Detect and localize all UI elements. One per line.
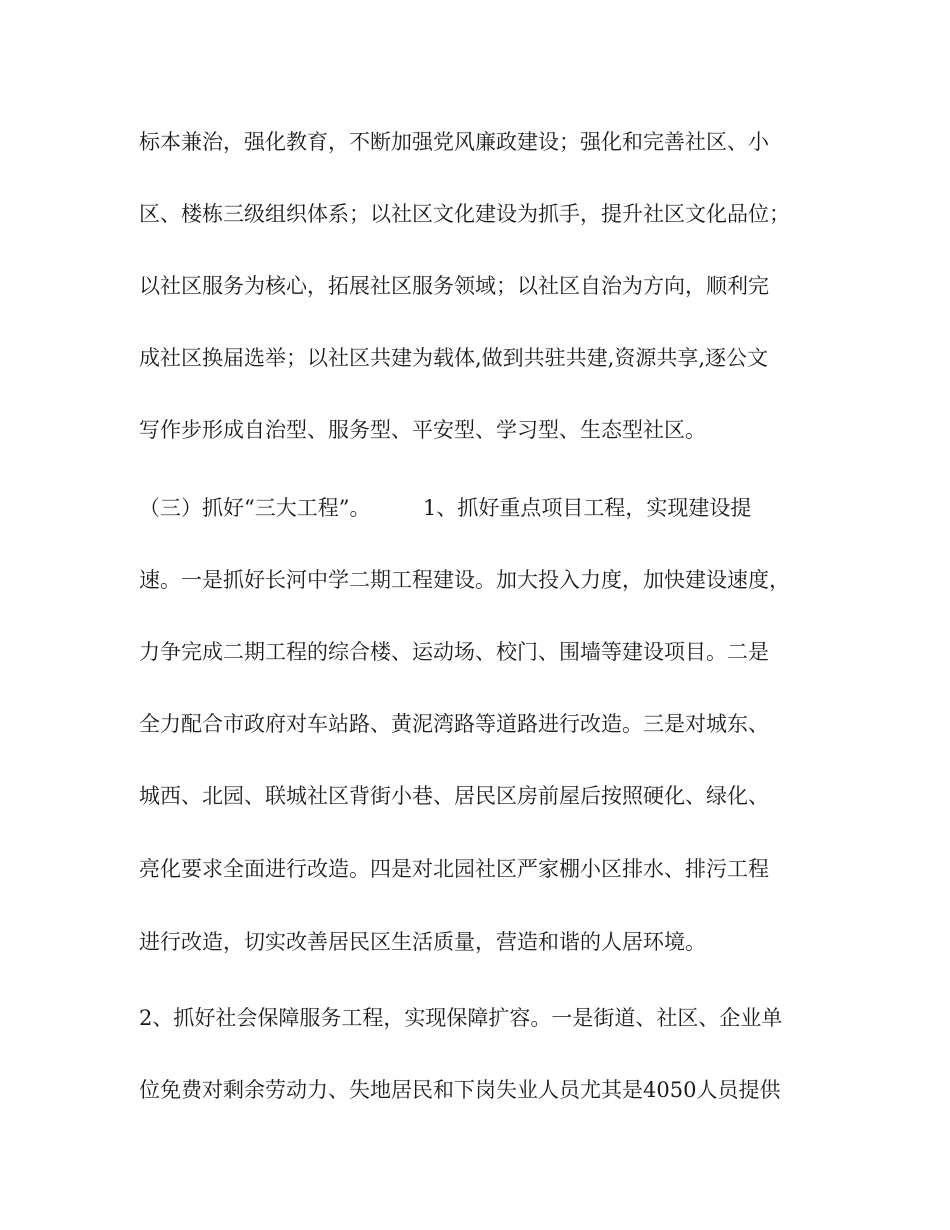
text-line-4: 成社区换届选举；以社区共建为载体,做到共驻共建,资源共享,逐公文 xyxy=(139,346,769,370)
text-line-13: 2、抓好社会保障服务工程，实现保障扩容。一是街道、社区、企业单 xyxy=(139,1006,783,1030)
text-line-7: 速。一是抓好长河中学二期工程建设。加大投入力度，加快建设速度， xyxy=(139,568,790,592)
text-line-12: 进行改造，切实改善居民区生活质量，营造和谐的人居环境。 xyxy=(139,930,706,954)
text-line-6: （三）抓好“三大工程”。 1、抓好重点项目工程，实现建设提 xyxy=(139,496,752,520)
text-line-2: 区、楼栋三级组织体系；以社区文化建设为抓手，提升社区文化品位； xyxy=(139,202,790,226)
text-line-5: 写作步形成自治型、服务型、平安型、学习型、生态型社区。 xyxy=(139,418,706,442)
text-line-3: 以社区服务为核心，拓展社区服务领域；以社区自治为方向，顺利完 xyxy=(139,274,769,298)
text-line-11: 亮化要求全面进行改造。四是对北园社区严家棚小区排水、排污工程 xyxy=(139,857,769,881)
text-line-8: 力争完成二期工程的综合楼、运动场、校门、围墙等建设项目。二是 xyxy=(139,640,769,664)
text-line-14: 位免费对剩余劳动力、失地居民和下岗失业人员尤其是4050人员提供 xyxy=(139,1078,781,1102)
text-line-1: 标本兼治，强化教育，不断加强党风廉政建设；强化和完善社区、小 xyxy=(139,130,769,154)
text-line-10: 城西、北园、联城社区背街小巷、居民区房前屋后按照硬化、绿化、 xyxy=(139,784,769,808)
text-line-9: 全力配合市政府对车站路、黄泥湾路等道路进行改造。三是对城东、 xyxy=(139,712,769,736)
